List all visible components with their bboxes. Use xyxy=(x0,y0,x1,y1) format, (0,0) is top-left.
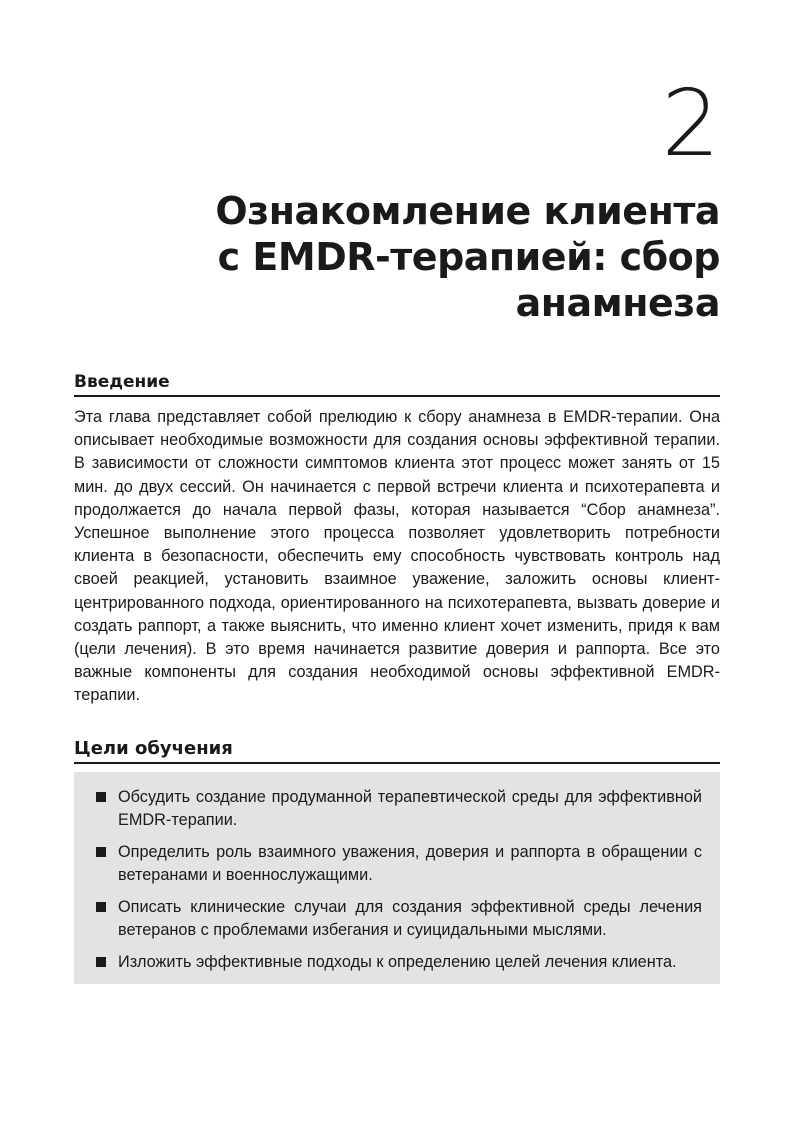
learning-goal-item xyxy=(96,896,702,942)
learning-goal-text: Описать клинические случаи для создания эффективной среды лечения ветеранов с проблемами избегания и суицидальными мыслями. xyxy=(118,898,702,939)
square-bullet-icon xyxy=(96,792,106,802)
square-bullet-icon xyxy=(96,902,106,912)
learning-goals-list xyxy=(96,786,702,974)
learning-goal-item xyxy=(96,841,702,887)
learning-goal-item xyxy=(96,951,702,974)
learning-goal-text: Изложить эффективные подходы к определению целей лечения клиента. xyxy=(118,953,677,971)
chapter-title xyxy=(60,188,720,326)
learning-goal-item xyxy=(96,786,702,832)
chapter-title-line-2: с EMDR-терапией: сбор анамнеза xyxy=(217,235,720,325)
learning-goal-text: Определить роль взаимного уважения, доверия и раппорта в обращении с ветеранами и военнослужащими. xyxy=(118,843,702,884)
learning-goal-text: Обсудить создание продуманной терапевтической среды для эффективной EMDR-терапии. xyxy=(118,788,702,829)
chapter-number: 2 xyxy=(661,70,720,177)
intro-heading: Введение xyxy=(74,372,720,397)
chapter-title-line-1: Ознакомление клиента xyxy=(215,189,720,233)
learning-goals-heading: Цели обучения xyxy=(74,738,720,764)
intro-paragraph: Эта глава представляет собой прелюдию к сбору анамнеза в EMDR-терапии. Она описывает необходимые возможности для создания основы эффективной терапии. В зависимости от сложности симптомов клиента этот процесс может занять от 15 мин. до двух сессий. Он начинается с первой встречи клиента и психотерапевта и продолжается до начала первой фазы, которая называется “Сбор анамнеза”. Успешное выполнение этого процесса позволяет удовлетворить потребности клиента в безопасности, обеспечить ему способность чувствовать контроль над своей реакцией, установить взаимное уважение, заложить основы клиент-центрированного подхода, ориентированного на психотерапевта, вызвать доверие и создать раппорт, а также выяснить, что именно клиент хочет изменить, придя к вам (цели лечения). В это время начинается развитие доверия и раппорта. Все это важные компоненты для создания необходимой основы эффективной EMDR-терапии. xyxy=(74,408,720,705)
square-bullet-icon xyxy=(96,847,106,857)
square-bullet-icon xyxy=(96,957,106,967)
learning-goals-box xyxy=(74,772,720,984)
